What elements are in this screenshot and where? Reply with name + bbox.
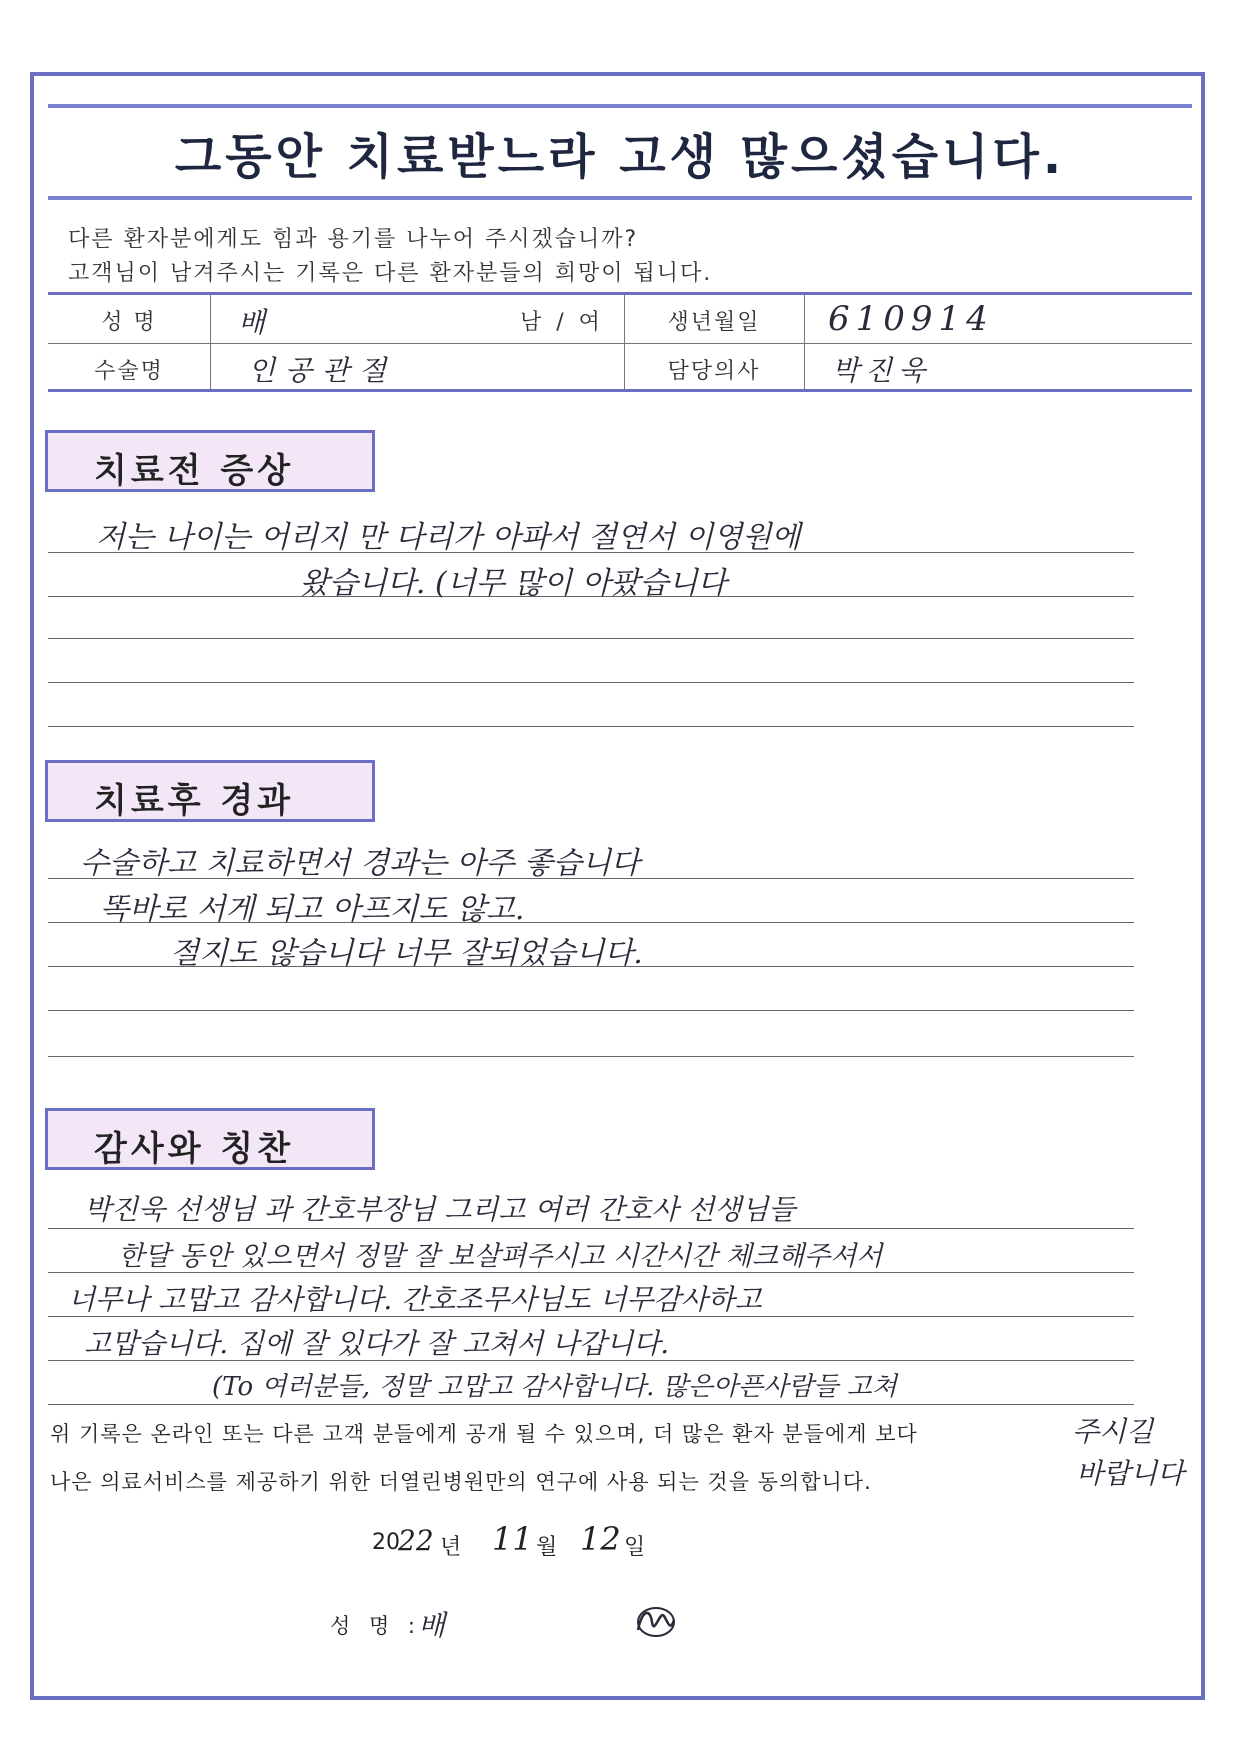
patient-info-table	[48, 292, 1192, 392]
section-thanks	[45, 1108, 375, 1170]
handwritten-line: 박진욱 선생님 과 간호부장님 그리고 여러 간호사 선생님들	[84, 1193, 796, 1226]
date-day-value: 12	[580, 1520, 621, 1558]
signature-label: 성 명 :	[330, 1614, 421, 1638]
surgery-value: 인공관절	[248, 354, 397, 387]
consent-line-2: 나은 의료서비스를 제공하기 위한 더열린병원만의 연구에 사용 되는 것을 동의합니다.	[50, 1470, 872, 1494]
date-year-prefix: 20	[372, 1530, 400, 1555]
date-month-label: 월	[536, 1535, 558, 1560]
page-title: 그동안 치료받느라 고생 많으셨습니다.	[174, 129, 1066, 185]
table-divider	[804, 295, 805, 389]
birthdate-value: 610914	[828, 299, 994, 339]
date-day-label: 일	[624, 1535, 646, 1560]
section-heading: 치료후 경과	[94, 781, 295, 821]
ruled-line	[48, 726, 1134, 727]
table-divider	[48, 343, 1192, 344]
signature-mark-icon	[634, 1602, 678, 1642]
intro-line-2: 고객님이 남겨주시는 기록은 다른 환자분들의 희망이 됩니다.	[68, 261, 713, 286]
section-heading: 치료전 증상	[94, 451, 295, 491]
name-value: 배	[238, 306, 266, 339]
handwritten-line: 바랍니다	[1076, 1457, 1185, 1490]
handwritten-line: 왔습니다. (너무 많이 아팠습니다	[300, 566, 727, 601]
title-rule-top	[48, 104, 1192, 108]
handwritten-line: 저는 나이는 어리지 만 다리가 아파서 절연서 이영원에	[96, 520, 801, 555]
handwritten-line: 절지도 않습니다 너무 잘되었습니다.	[170, 936, 643, 971]
surgery-label: 수술명	[94, 359, 164, 384]
doctor-label: 담당의사	[667, 359, 761, 384]
ruled-line	[48, 638, 1134, 639]
handwritten-line: (To 여러분들, 정말 고맙고 감사합니다. 많은아픈사람들 고쳐	[212, 1372, 897, 1402]
ruled-line	[48, 1228, 1134, 1229]
handwritten-line: 너무나 고맙고 감사합니다. 간호조무사님도 너무감사하고	[68, 1283, 762, 1316]
handwritten-line: 똑바로 서게 되고 아프지도 않고.	[100, 892, 525, 927]
section-after-treatment	[45, 760, 375, 822]
name-label: 성 명	[101, 310, 157, 335]
signature-name: 배	[418, 1609, 446, 1642]
gender-field: 남 / 여	[520, 310, 604, 335]
table-divider	[210, 295, 211, 389]
handwritten-line: 고맙습니다. 집에 잘 있다가 잘 고쳐서 나갑니다.	[84, 1327, 670, 1360]
date-month-value: 11	[492, 1520, 533, 1558]
ruled-line	[48, 1404, 1134, 1405]
section-heading: 감사와 칭찬	[94, 1129, 295, 1169]
doctor-value: 박진욱	[832, 354, 932, 387]
date-year-value: 22	[398, 1524, 434, 1557]
consent-line-1: 위 기록은 온라인 또는 다른 고객 분들에게 공개 될 수 있으며, 더 많은 환자 분들에게 보다	[50, 1422, 918, 1446]
birthdate-label: 생년월일	[667, 310, 761, 335]
handwritten-line: 한달 동안 있으면서 정말 잘 보살펴주시고 시간시간 체크해주셔서	[118, 1241, 883, 1272]
section-before-treatment	[45, 430, 375, 492]
handwritten-line: 주시길	[1072, 1415, 1154, 1448]
intro-line-1: 다른 환자분에게도 힘과 용기를 나누어 주시겠습니까?	[68, 227, 639, 252]
ruled-line	[48, 1056, 1134, 1057]
title-rule-bottom	[48, 196, 1192, 200]
ruled-line	[48, 682, 1134, 683]
handwritten-line: 수술하고 치료하면서 경과는 아주 좋습니다	[80, 846, 640, 881]
title-banner	[48, 104, 1192, 200]
ruled-line	[48, 1010, 1134, 1011]
date-year-label: 년	[440, 1535, 462, 1560]
